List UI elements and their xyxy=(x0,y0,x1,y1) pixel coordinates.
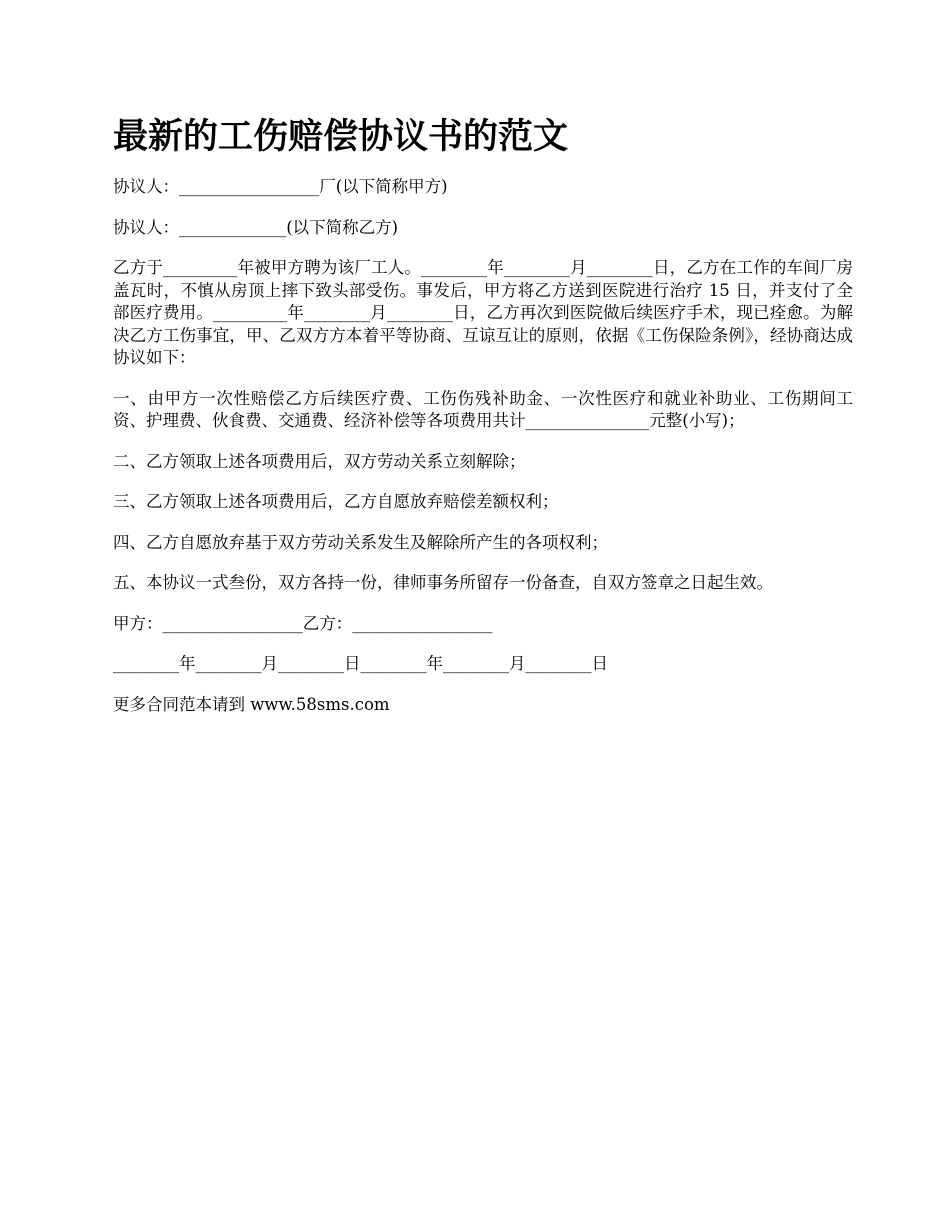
clause-3: 三、乙方领取上述各项费用后，乙方自愿放弃赔偿差额权利； xyxy=(113,492,559,511)
date-line: ________年________月________日________年________月________日 xyxy=(113,654,608,673)
document-title: 最新的工伤赔偿协议书的范文 xyxy=(113,116,569,157)
clause-4: 四、乙方自愿放弃基于双方劳动关系发生及解除所产生的各项权利； xyxy=(113,532,608,552)
clause-5: 五、本协议一式叁份，双方各持一份，律师事务所留存一份备查，自双方签章之日起生效。 xyxy=(113,573,773,592)
clause-1: 一、由甲方一次性赔偿乙方后续医疗费、工伤伤残补助金、一次性医疗和就业补助业、工伤期间工资、护理费、伙食费、交通费、经济补偿等各项费用共计_______________元整(小写)； xyxy=(113,388,853,430)
party-b-line: 协议人：_____________(以下简称乙方) xyxy=(113,217,399,237)
background-paragraph: 乙方于_________年被甲方聘为该厂工人。________年________月________日，乙方在工作的车间厂房盖瓦时，不慎从房顶上摔下致头部受伤。事发后，甲方将乙方送到医院进行治疗 15 日，并支付了全部医疗费用。_________年________月________日，乙方再次到医院做后续医疗手术，现已痊愈。为解决乙方工伤事宜，甲、乙双方方本着平等协商、互谅互让的原则，依据《工伤保险条例》，经协商达成协议如下： xyxy=(113,258,853,367)
signature-line: 甲方：_________________乙方：_________________ xyxy=(113,613,493,633)
document-page xyxy=(113,112,853,734)
party-a-line: 协议人：_________________厂(以下简称甲方) xyxy=(113,177,448,196)
footer-link-text: 更多合同范本请到 www.58sms.com xyxy=(113,694,390,714)
clause-2: 二、乙方领取上述各项费用后，双方劳动关系立刻解除； xyxy=(113,451,526,471)
